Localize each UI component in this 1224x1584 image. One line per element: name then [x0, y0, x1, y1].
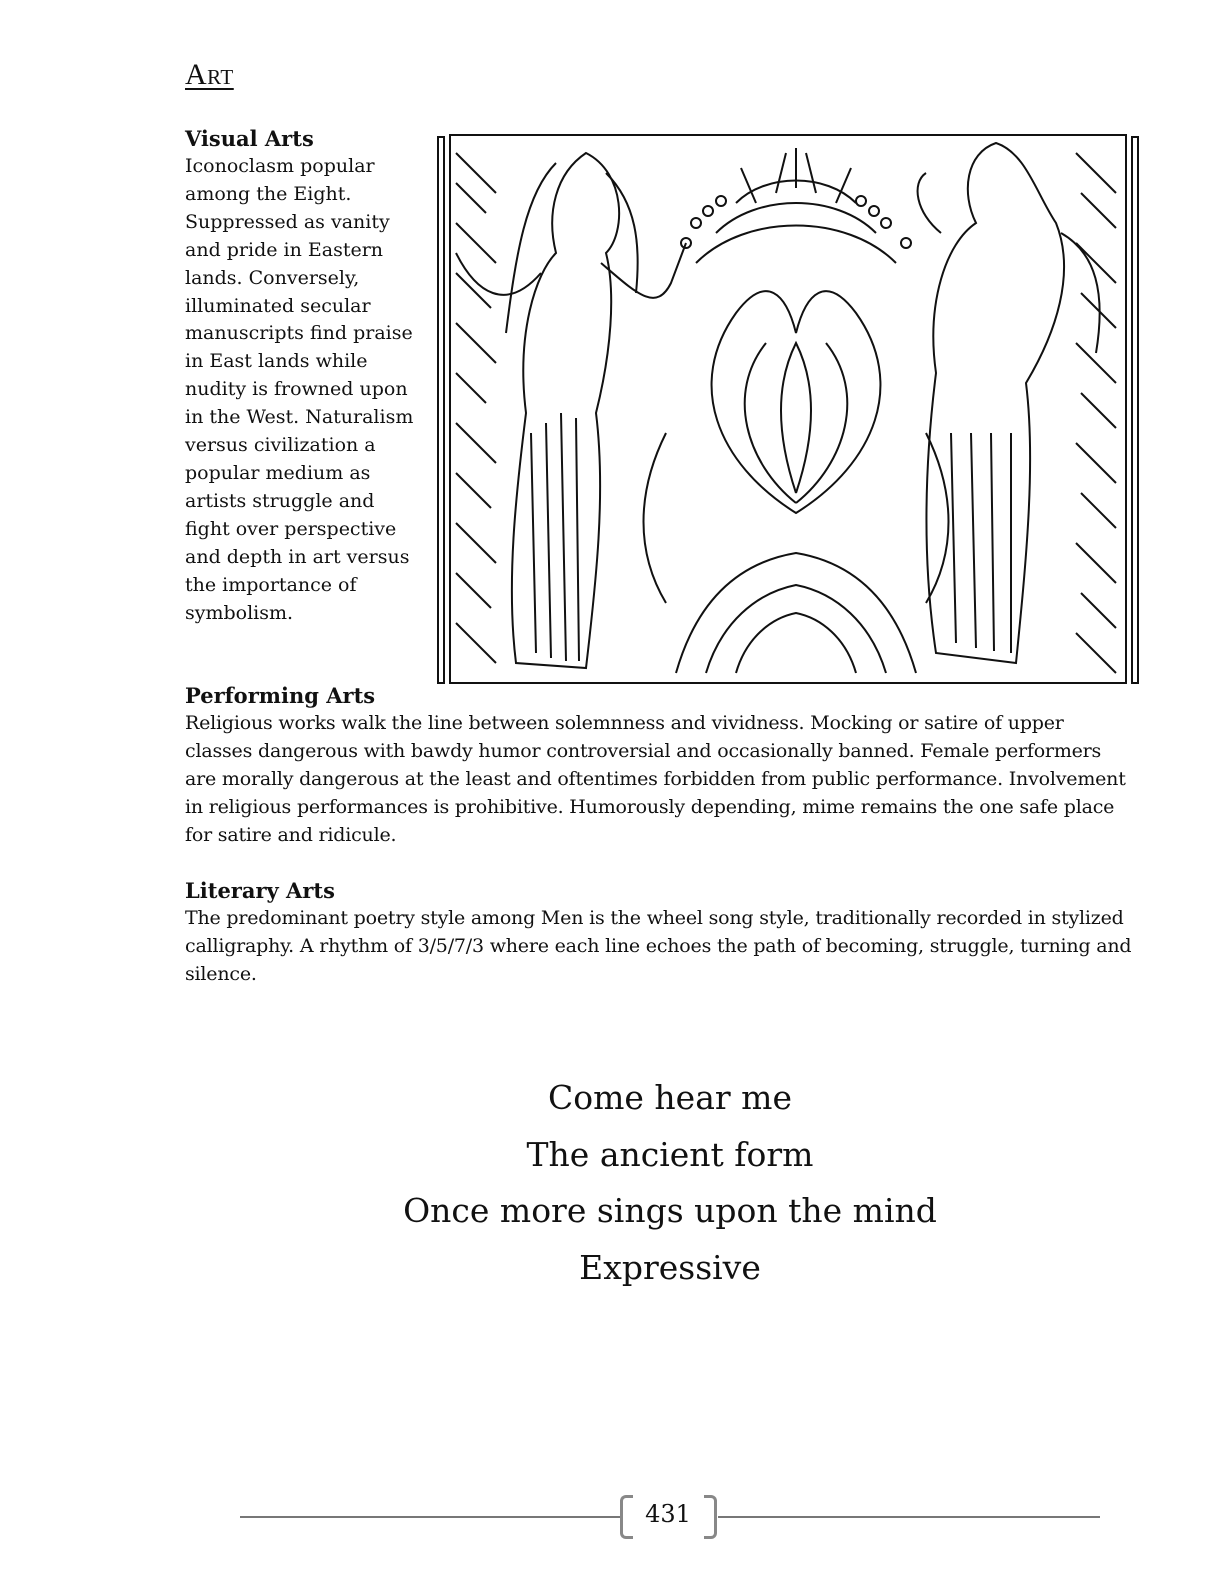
performing-arts-text: Religious works walk the line between solemnness and vividness. Mocking or satire of upper classes dangerous with bawdy humor controversial and occasionally banned. Female performers are morally dangerous at the least and oftentimes forbidden from public performance. Involvement in religious performances is prohibitive. Humorously depending, mime remains the one safe place for satire and ridicule.: [185, 712, 1126, 846]
wheel-song-poem: [400, 1070, 940, 1296]
poem-line: Expressive: [579, 1247, 761, 1287]
performing-arts-heading: Performing Arts: [185, 683, 376, 708]
literary-arts-text: The predominant poetry style among Men is the wheel song style, traditionally recorded in stylized calligraphy. A rhythm of 3/5/7/3 where each line echoes the path of becoming, struggle, turning and silence.: [185, 907, 1132, 985]
poem-line: Come hear me: [548, 1078, 792, 1117]
page-number: 431: [645, 1500, 691, 1528]
right-figure: [927, 143, 1065, 663]
footer-rule-right: [718, 1516, 1100, 1518]
visual-arts-text: Iconoclasm popular among the Eight. Suppressed as vanity and pride in Eastern lands. Conversely, illuminated secular manuscripts find praise in East lands while nudity is frowned upon in the West. Naturalism versus civilization a popular medium as artists struggle and fight over perspective and depth in art versus the importance of symbolism.: [185, 155, 414, 624]
decorative-illustration: [436, 133, 1142, 685]
page-number-bracket-right: [704, 1495, 717, 1539]
literary-arts-heading: Literary Arts: [185, 878, 335, 903]
page-title: Art: [185, 58, 234, 91]
central-flame: [712, 291, 881, 513]
poem-line: Once more sings upon the mind: [403, 1191, 937, 1230]
footer-rule-left: [240, 1516, 620, 1518]
poem-line: The ancient form: [526, 1134, 814, 1174]
visual-arts-heading: Visual Arts: [185, 126, 314, 151]
